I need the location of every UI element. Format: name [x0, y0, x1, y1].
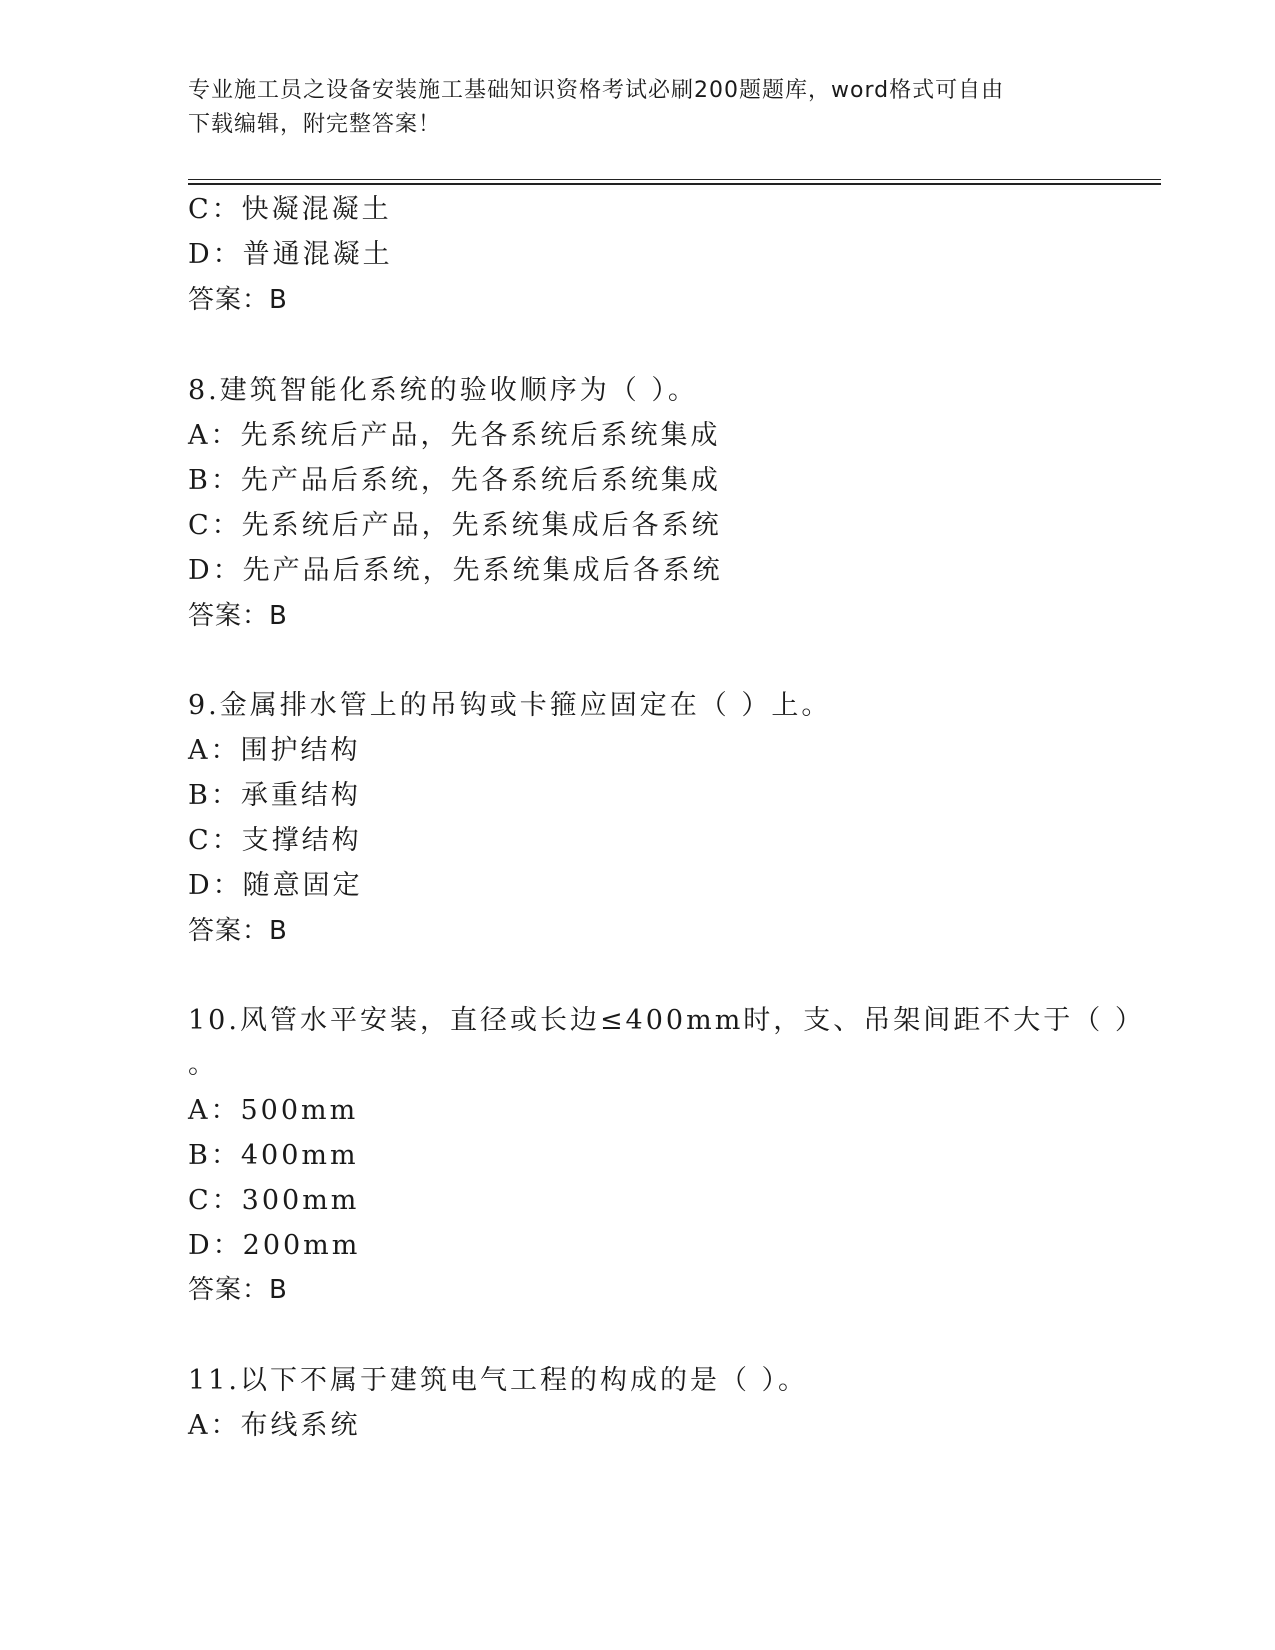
- question-8-option-c: C：先系统后产品，先系统集成后各系统: [188, 510, 722, 541]
- prev-option-c: C：快凝混凝土: [188, 194, 392, 225]
- header-line-2: 下载编辑，附完整答案！: [188, 112, 442, 137]
- question-10-option-b: B：400mm: [188, 1140, 359, 1171]
- question-9-answer: 答案：B: [188, 916, 288, 946]
- question-10-stem: 10.风管水平安装，直径或长边≤400mm时，支、吊架间距不大于（ ）: [188, 1005, 1145, 1036]
- question-8-option-d: D：先产品后系统，先系统集成后各系统: [188, 555, 723, 586]
- prev-option-d: D：普通混凝土: [188, 239, 393, 270]
- prev-answer: 答案：B: [188, 285, 288, 315]
- question-8-stem: 8.建筑智能化系统的验收顺序为（ ）。: [188, 375, 698, 406]
- question-9-option-c: C：支撑结构: [188, 825, 362, 856]
- question-9-stem: 9.金属排水管上的吊钩或卡箍应固定在（ ）上。: [188, 690, 832, 721]
- question-10-option-c: C：300mm: [188, 1185, 360, 1216]
- question-10-option-a: A：500mm: [188, 1095, 359, 1126]
- question-11-stem: 11.以下不属于建筑电气工程的构成的是（ ）。: [188, 1365, 809, 1396]
- question-10-stem-continuation: 。: [188, 1049, 218, 1080]
- question-9-option-b: B：承重结构: [188, 780, 361, 811]
- question-8-answer: 答案：B: [188, 601, 288, 631]
- question-11-option-a: A：布线系统: [188, 1410, 361, 1441]
- header-divider-thin: [188, 179, 1161, 180]
- question-9-option-a: A：围护结构: [188, 735, 361, 766]
- question-10-answer: 答案：B: [188, 1275, 288, 1305]
- document-header: [188, 74, 1088, 142]
- question-8-option-b: B：先产品后系统，先各系统后系统集成: [188, 465, 721, 496]
- question-10-option-d: D：200mm: [188, 1230, 361, 1261]
- header-divider-thick: [188, 183, 1161, 185]
- question-9-option-d: D：随意固定: [188, 870, 363, 901]
- question-8-option-a: A：先系统后产品，先各系统后系统集成: [188, 420, 721, 451]
- header-line-1: 专业施工员之设备安装施工基础知识资格考试必刷200题题库，word格式可自由: [188, 78, 1005, 103]
